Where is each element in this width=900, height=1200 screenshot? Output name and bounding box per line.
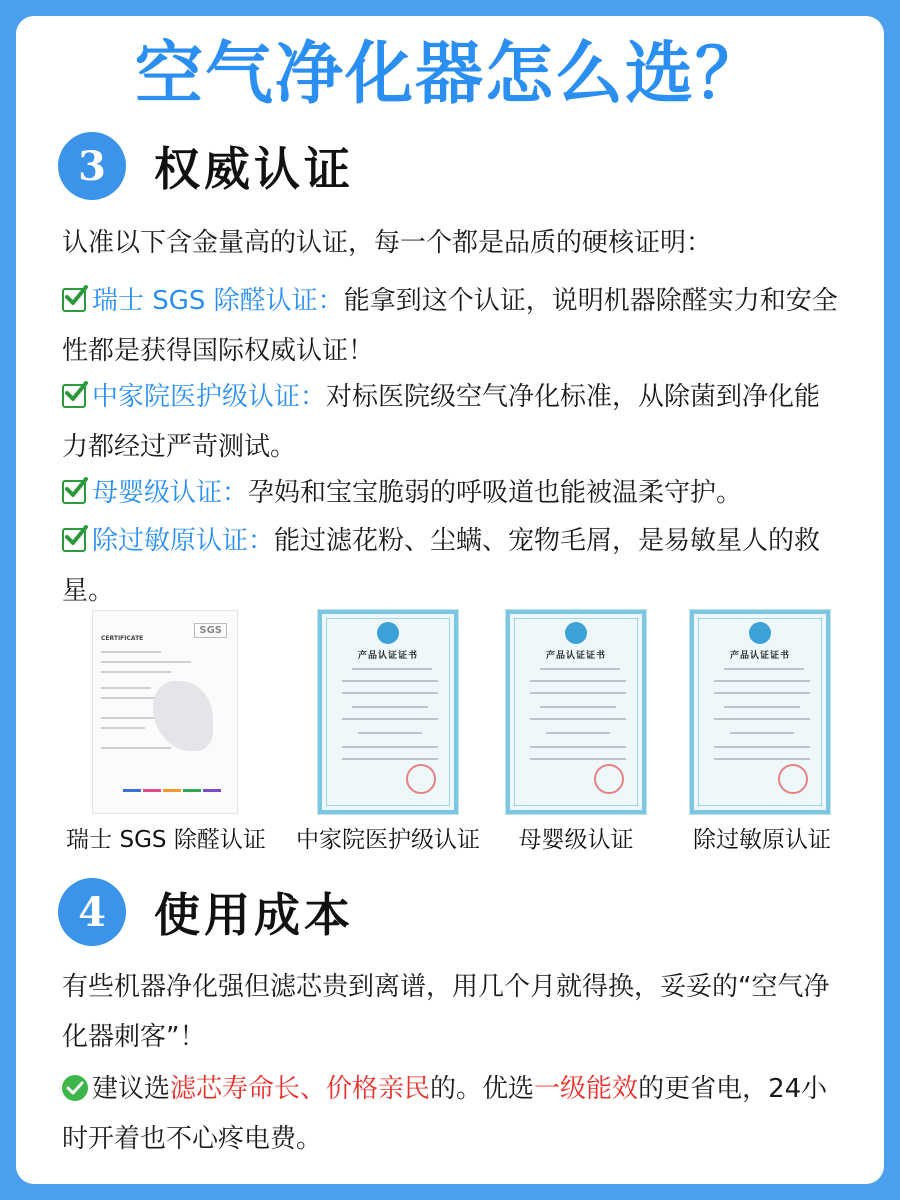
certificate-caption: 母婴级认证	[518, 827, 634, 853]
section-number-badge: 3	[58, 132, 126, 200]
checkbox-icon	[62, 480, 86, 504]
tip-suffix: 的更省电，24小时开着也不心疼电费。	[62, 1074, 828, 1154]
checkbox-icon	[62, 528, 86, 552]
section-title: 权威认证	[154, 142, 354, 196]
cert-item-text: 对标医院级空气净化标准，从除菌到净化能力都经过严苛测试。	[62, 382, 821, 462]
cert-item-text: 能过滤花粉、尘螨、宠物毛屑，是易敏星人的救星。	[62, 526, 821, 606]
certification-seal-icon	[377, 622, 399, 644]
certification-seal-icon	[565, 622, 587, 644]
cert-item-text: 能拿到这个认证，说明机器除醛实力和安全性都是获得国际权威认证！	[62, 286, 838, 366]
cert-item-sgs	[62, 276, 846, 376]
cert-item-label: 母婴级认证：	[92, 478, 249, 508]
tip-prefix: 建议选	[92, 1074, 171, 1104]
checkbox-icon	[62, 288, 86, 312]
section-4-header	[58, 874, 354, 950]
certificate-header: 产品认证证书	[729, 651, 790, 661]
tip-middle: 的。优选	[430, 1074, 535, 1104]
section-title: 使用成本	[154, 888, 354, 942]
certificate-image-medical	[318, 610, 458, 814]
certificate-image-maternal	[506, 610, 646, 814]
certificate-caption: 中家院医护级认证	[296, 827, 480, 853]
section-3-intro: 认准以下含金量高的认证，每一个都是品质的硬核证明：	[62, 228, 713, 258]
section-4-paragraph: 有些机器净化强但滤芯贵到离谱，用几个月就得换，妥妥的“空气净化器刺客”！	[62, 972, 830, 1052]
tip-highlight-filter: 滤芯寿命长、价格亲民	[170, 1074, 431, 1104]
sgs-logo: SGS	[194, 623, 227, 638]
certificate-caption: 除过敏原认证	[693, 827, 831, 853]
certificate-image-allergen	[690, 610, 830, 814]
section-3-header	[58, 128, 354, 204]
certificate-header: 产品认证证书	[545, 651, 606, 661]
section-4-tip	[62, 1064, 846, 1164]
certification-seal-icon	[749, 622, 771, 644]
page-title: 空气净化器怎么选？	[134, 35, 765, 114]
cert-item-maternal	[62, 468, 846, 518]
cert-item-allergen	[62, 516, 846, 616]
checkbox-icon	[62, 384, 86, 408]
cert-item-label: 中家院医护级认证：	[92, 382, 327, 412]
certificate-header: CERTIFICATE	[101, 635, 144, 642]
tip-highlight-energy: 一级能效	[534, 1074, 639, 1104]
cert-item-label: 除过敏原认证：	[92, 526, 275, 556]
cert-item-medical	[62, 372, 846, 472]
certificate-header: 产品认证证书	[357, 651, 418, 661]
cert-item-label: 瑞士 SGS 除醛认证：	[92, 286, 344, 316]
cert-item-text: 孕妈和宝宝脆弱的呼吸道也能被温柔守护。	[248, 478, 743, 508]
green-check-circle-icon	[62, 1075, 88, 1101]
certificate-image-sgs	[92, 610, 238, 814]
section-number-badge: 4	[58, 878, 126, 946]
certificate-caption: 瑞士 SGS 除醛认证	[66, 827, 266, 853]
